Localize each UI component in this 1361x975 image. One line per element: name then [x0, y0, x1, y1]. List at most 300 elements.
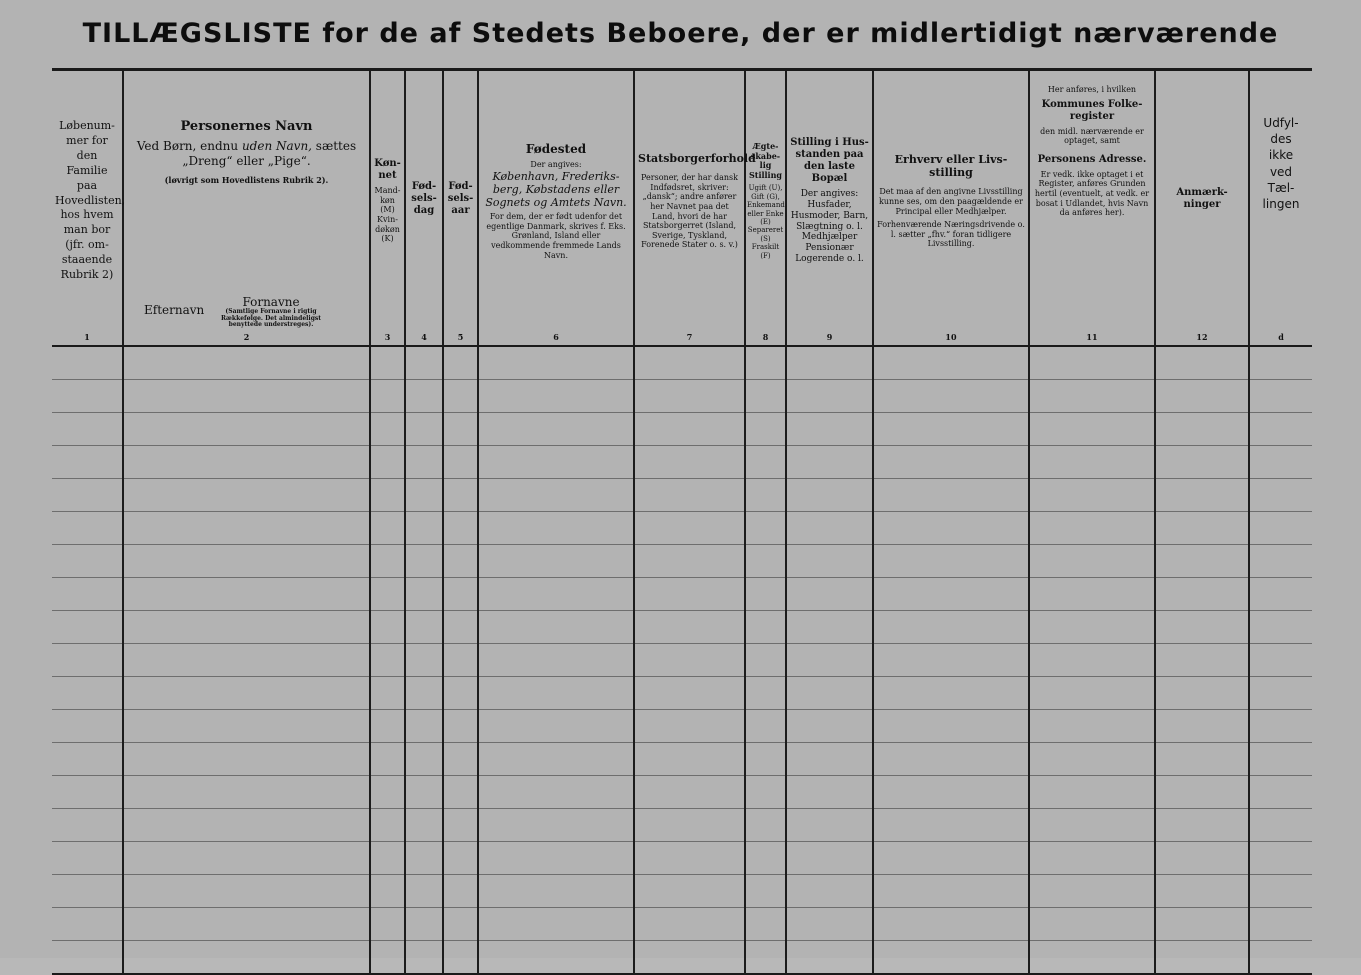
- form-entry-cell[interactable]: [1155, 479, 1249, 512]
- form-entry-cell[interactable]: [443, 710, 478, 743]
- col-d-line: Tæl-: [1267, 180, 1295, 195]
- form-entry-row: [52, 578, 1312, 611]
- form-entry-cell[interactable]: [873, 380, 1029, 413]
- form-entry-cell[interactable]: [1029, 908, 1155, 941]
- form-entry-cell[interactable]: [443, 677, 478, 710]
- form-entry-cell[interactable]: [873, 479, 1029, 512]
- form-entry-cell[interactable]: [370, 446, 405, 479]
- form-entry-cell[interactable]: [745, 776, 786, 809]
- form-entry-cell[interactable]: [478, 644, 634, 677]
- form-entry-cell[interactable]: [745, 346, 786, 380]
- form-entry-cell[interactable]: [52, 710, 123, 743]
- form-entry-cell[interactable]: [873, 776, 1029, 809]
- form-entry-cell[interactable]: [1029, 710, 1155, 743]
- form-entry-cell[interactable]: [1029, 743, 1155, 776]
- form-entry-cell[interactable]: [1029, 776, 1155, 809]
- form-entry-cell[interactable]: [873, 346, 1029, 380]
- header-row: [52, 70, 1312, 347]
- col2-heading: Personernes Navn: [180, 119, 313, 134]
- form-entry-cell[interactable]: [745, 908, 786, 941]
- col-header-9: [786, 70, 873, 347]
- form-entry-row: [52, 941, 1312, 975]
- form-entry-cell[interactable]: [443, 842, 478, 875]
- form-entry-cell[interactable]: [123, 380, 370, 413]
- col-d-line: ved: [1269, 164, 1293, 179]
- form-entry-cell[interactable]: [1155, 809, 1249, 842]
- form-entry-cell[interactable]: [634, 908, 745, 941]
- form-entry-cell[interactable]: [786, 380, 873, 413]
- form-entry-cell[interactable]: [1029, 842, 1155, 875]
- col-header-7: [634, 70, 756, 347]
- form-entry-cell[interactable]: [478, 908, 634, 941]
- form-entry-cell[interactable]: [786, 578, 873, 611]
- form-entry-cell[interactable]: [634, 611, 745, 644]
- col-d-line: des: [1270, 132, 1292, 147]
- col-number: d: [1278, 332, 1284, 343]
- form-entry-row: [52, 479, 1312, 512]
- form-entry-cell[interactable]: [634, 545, 745, 578]
- col11-heading: Kommunes Folke-register: [1041, 98, 1143, 122]
- form-entry-cell[interactable]: [405, 611, 443, 644]
- form-entry-cell[interactable]: [745, 644, 786, 677]
- form-entry-cell[interactable]: [52, 611, 123, 644]
- col10-small: Det maa af den angivne Livsstilling kunne ses, om den paagældende er Principal eller Medhjælper.: [879, 187, 1023, 216]
- form-entry-cell[interactable]: [370, 512, 405, 545]
- form-entry-cell[interactable]: [123, 545, 370, 578]
- form-entry-cell[interactable]: [52, 908, 123, 941]
- form-entry-cell[interactable]: [405, 908, 443, 941]
- col1-line: (jfr. om-: [65, 238, 109, 252]
- form-entry-cell[interactable]: [786, 809, 873, 842]
- form-entry-cell[interactable]: [745, 743, 786, 776]
- form-entry-cell[interactable]: [123, 842, 370, 875]
- col3-line: døkøn: [375, 224, 400, 234]
- form-entry-cell[interactable]: [873, 710, 1029, 743]
- form-entry-cell[interactable]: [443, 578, 478, 611]
- form-entry-cell[interactable]: [1249, 413, 1312, 446]
- form-entry-cell[interactable]: [443, 875, 478, 908]
- col3-line: (M): [380, 205, 395, 215]
- form-entry-cell[interactable]: [1155, 941, 1249, 975]
- form-entry-cell[interactable]: [1029, 677, 1155, 710]
- form-entry-cell[interactable]: [52, 380, 123, 413]
- col3-line: Mand-: [374, 186, 401, 196]
- form-entry-cell[interactable]: [745, 710, 786, 743]
- form-entry-cell[interactable]: [52, 644, 123, 677]
- form-entry-cell[interactable]: [1029, 644, 1155, 677]
- form-entry-cell[interactable]: [52, 677, 123, 710]
- form-entry-cell[interactable]: [52, 809, 123, 842]
- form-entry-row: [52, 545, 1312, 578]
- col3-line: (K): [381, 234, 394, 244]
- form-entry-cell[interactable]: [1249, 380, 1312, 413]
- form-entry-cell[interactable]: [786, 346, 873, 380]
- col11-small2: Er vedk. ikke optaget i et Register, anføres Grunden hertil (eventuelt, at vedk. er bosat i Udlandet, hvis Navn da anføres her).: [1034, 169, 1150, 218]
- form-entry-cell[interactable]: [123, 479, 370, 512]
- form-entry-cell[interactable]: [370, 479, 405, 512]
- form-entry-cell[interactable]: [52, 479, 123, 512]
- form-entry-cell[interactable]: [370, 809, 405, 842]
- form-entry-cell[interactable]: [1249, 908, 1312, 941]
- form-entry-cell[interactable]: [370, 941, 405, 975]
- form-entry-cell[interactable]: [370, 380, 405, 413]
- form-entry-cell[interactable]: [1249, 446, 1312, 479]
- forename-label: [211, 295, 331, 328]
- col4-heading: Fød-sels-dag: [411, 181, 437, 216]
- form-entry-cell[interactable]: [1249, 512, 1312, 545]
- form-entry-cell[interactable]: [873, 677, 1029, 710]
- form-entry-cell[interactable]: [1249, 776, 1312, 809]
- form-entry-cell[interactable]: [1249, 743, 1312, 776]
- col1-line: man bor: [63, 223, 111, 237]
- col1-line: Familie paa: [66, 163, 108, 192]
- form-entry-cell[interactable]: [1249, 644, 1312, 677]
- form-entry-cell[interactable]: [370, 710, 405, 743]
- form-entry-cell[interactable]: [123, 346, 370, 380]
- form-entry-cell[interactable]: [443, 346, 478, 380]
- form-entry-cell[interactable]: [52, 446, 123, 479]
- form-entry-cell[interactable]: [478, 446, 634, 479]
- form-entry-cell[interactable]: [370, 842, 405, 875]
- col-d-line: lingen: [1262, 196, 1300, 211]
- form-entry-cell[interactable]: [370, 413, 405, 446]
- form-entry-cell[interactable]: [1029, 380, 1155, 413]
- col6-italic-line: København, Frederiks-: [492, 169, 620, 183]
- form-entry-cell[interactable]: [123, 809, 370, 842]
- form-entry-cell[interactable]: [786, 941, 873, 975]
- col-number: 11: [1086, 332, 1098, 343]
- form-entry-cell[interactable]: [443, 380, 478, 413]
- col2-line1-pre: Ved Børn, endnu: [136, 138, 242, 153]
- form-entry-cell[interactable]: [873, 809, 1029, 842]
- form-entry-cell[interactable]: [873, 413, 1029, 446]
- form-entry-cell[interactable]: [745, 380, 786, 413]
- form-entry-cell[interactable]: [443, 446, 478, 479]
- form-entry-cell[interactable]: [478, 545, 634, 578]
- form-entry-cell[interactable]: [405, 809, 443, 842]
- form-entry-cell[interactable]: [745, 479, 786, 512]
- form-entry-cell[interactable]: [634, 776, 745, 809]
- form-entry-cell[interactable]: [1029, 578, 1155, 611]
- form-entry-cell[interactable]: [873, 446, 1029, 479]
- form-entry-cell[interactable]: [634, 809, 745, 842]
- form-entry-cell[interactable]: [873, 875, 1029, 908]
- form-entry-cell[interactable]: [405, 941, 443, 975]
- form-entry-cell[interactable]: [1249, 578, 1312, 611]
- form-entry-cell[interactable]: [634, 644, 745, 677]
- form-entry-cell[interactable]: [478, 809, 634, 842]
- form-entry-cell[interactable]: [786, 413, 873, 446]
- form-entry-cell[interactable]: [370, 611, 405, 644]
- form-entry-cell[interactable]: [1249, 809, 1312, 842]
- col-header-10: [873, 70, 1029, 347]
- form-entry-row: [52, 743, 1312, 776]
- form-entry-cell[interactable]: [52, 743, 123, 776]
- form-entry-cell[interactable]: [1155, 710, 1249, 743]
- form-entry-cell[interactable]: [405, 644, 443, 677]
- form-entry-cell[interactable]: [634, 875, 745, 908]
- form-entry-cell[interactable]: [370, 875, 405, 908]
- form-entry-cell[interactable]: [1029, 941, 1155, 975]
- form-entry-cell[interactable]: [478, 710, 634, 743]
- form-entry-cell[interactable]: [634, 710, 745, 743]
- form-entry-cell[interactable]: [52, 875, 123, 908]
- form-entry-cell[interactable]: [634, 743, 745, 776]
- form-entry-cell[interactable]: [1029, 346, 1155, 380]
- form-entry-cell[interactable]: [1155, 346, 1249, 380]
- form-entry-cell[interactable]: [786, 446, 873, 479]
- form-entry-cell[interactable]: [1155, 446, 1249, 479]
- form-entry-cell[interactable]: [873, 743, 1029, 776]
- form-entry-cell[interactable]: [443, 941, 478, 975]
- form-entry-cell[interactable]: [634, 512, 745, 545]
- form-entry-cell[interactable]: [634, 380, 745, 413]
- form-entry-cell[interactable]: [370, 644, 405, 677]
- form-entry-cell[interactable]: [123, 710, 370, 743]
- form-entry-cell[interactable]: [1155, 776, 1249, 809]
- form-entry-cell[interactable]: [1249, 677, 1312, 710]
- form-entry-cell[interactable]: [443, 611, 478, 644]
- form-entry-cell[interactable]: [634, 446, 745, 479]
- form-entry-cell[interactable]: [52, 842, 123, 875]
- form-entry-cell[interactable]: [873, 611, 1029, 644]
- form-entry-cell[interactable]: [873, 941, 1029, 975]
- col-header-11: [1029, 70, 1155, 347]
- col7-small: Personer, der har dansk Indfødsret, skriver: „dansk“; andre anfører her Navnet paa det Land, hvori de har Statsborgerret (Island, Sverige, Tyskland, Forenede Stater o. s. v.): [641, 173, 738, 250]
- form-entry-cell[interactable]: [1155, 611, 1249, 644]
- form-entry-cell[interactable]: [370, 677, 405, 710]
- form-entry-cell[interactable]: [873, 578, 1029, 611]
- form-entry-cell[interactable]: [370, 578, 405, 611]
- form-entry-cell[interactable]: [1249, 875, 1312, 908]
- col-header-6: [478, 70, 634, 347]
- form-entry-cell[interactable]: [634, 578, 745, 611]
- form-entry-cell[interactable]: [745, 875, 786, 908]
- form-entry-cell[interactable]: [478, 677, 634, 710]
- col5-heading: Fød-sels-aar: [447, 181, 474, 216]
- form-entry-cell[interactable]: [1249, 346, 1312, 380]
- form-entry-cell[interactable]: [123, 512, 370, 545]
- surname-label: Efternavn: [144, 303, 205, 317]
- form-entry-cell[interactable]: [443, 809, 478, 842]
- form-entry-row: [52, 875, 1312, 908]
- form-entry-cell[interactable]: [634, 413, 745, 446]
- form-entry-cell[interactable]: [745, 611, 786, 644]
- form-entry-cell[interactable]: [478, 941, 634, 975]
- form-entry-cell[interactable]: [1029, 809, 1155, 842]
- form-entry-cell[interactable]: [786, 908, 873, 941]
- form-entry-cell[interactable]: [786, 611, 873, 644]
- form-entry-cell[interactable]: [786, 644, 873, 677]
- col10-small2: Forhenværende Næringsdrivende o. l. sætter „fhv.“ foran tidligere Livsstilling.: [877, 220, 1025, 249]
- form-entry-cell[interactable]: [1029, 875, 1155, 908]
- col8-small: Ugift (U), Gift (G), Enkemand eller Enke (E) Separeret (S) Fraskilt (F): [747, 184, 785, 260]
- form-entry-cell[interactable]: [1155, 578, 1249, 611]
- form-entry-cell[interactable]: [370, 776, 405, 809]
- form-entry-cell[interactable]: [873, 545, 1029, 578]
- form-entry-cell[interactable]: [1155, 413, 1249, 446]
- form-entry-cell[interactable]: [745, 413, 786, 446]
- form-entry-cell[interactable]: [443, 545, 478, 578]
- entry-rows: [52, 346, 1312, 974]
- form-entry-cell[interactable]: [1029, 512, 1155, 545]
- form-entry-cell[interactable]: [745, 941, 786, 975]
- form-entry-cell[interactable]: [1155, 842, 1249, 875]
- form-entry-cell[interactable]: [405, 743, 443, 776]
- col-number: 9: [826, 332, 833, 343]
- form-entry-cell[interactable]: [123, 446, 370, 479]
- form-entry-cell[interactable]: [1029, 413, 1155, 446]
- form-entry-cell[interactable]: [786, 545, 873, 578]
- form-entry-cell[interactable]: [123, 611, 370, 644]
- form-entry-cell[interactable]: [443, 776, 478, 809]
- forename-text: Fornavne: [242, 295, 300, 309]
- form-entry-cell[interactable]: [405, 776, 443, 809]
- form-entry-cell[interactable]: [1029, 545, 1155, 578]
- form-entry-cell[interactable]: [786, 842, 873, 875]
- form-entry-cell[interactable]: [1155, 743, 1249, 776]
- form-entry-cell[interactable]: [1249, 611, 1312, 644]
- form-entry-cell[interactable]: [405, 875, 443, 908]
- form-entry-cell[interactable]: [52, 545, 123, 578]
- form-entry-cell[interactable]: [1249, 545, 1312, 578]
- form-entry-cell[interactable]: [478, 875, 634, 908]
- form-entry-cell[interactable]: [370, 545, 405, 578]
- form-entry-cell[interactable]: [786, 776, 873, 809]
- form-entry-cell[interactable]: [123, 578, 370, 611]
- form-entry-row: [52, 842, 1312, 875]
- form-entry-cell[interactable]: [370, 346, 405, 380]
- form-entry-cell[interactable]: [1029, 446, 1155, 479]
- form-entry-cell[interactable]: [123, 644, 370, 677]
- form-entry-cell[interactable]: [1155, 512, 1249, 545]
- form-entry-cell[interactable]: [405, 479, 443, 512]
- form-entry-cell[interactable]: [52, 941, 123, 975]
- col-header-12: [1155, 70, 1249, 347]
- form-entry-cell[interactable]: [1249, 941, 1312, 975]
- form-entry-cell[interactable]: [52, 413, 123, 446]
- form-entry-cell[interactable]: [52, 776, 123, 809]
- form-entry-cell[interactable]: [634, 941, 745, 975]
- form-entry-cell[interactable]: [873, 512, 1029, 545]
- form-entry-cell[interactable]: [478, 776, 634, 809]
- form-entry-cell[interactable]: [443, 512, 478, 545]
- form-entry-cell[interactable]: [405, 446, 443, 479]
- col-number: 12: [1196, 332, 1208, 343]
- form-entry-cell[interactable]: [123, 941, 370, 975]
- col-number: 6: [553, 332, 559, 343]
- form-entry-cell[interactable]: [405, 842, 443, 875]
- col-d-line: Udfyl-: [1263, 116, 1299, 130]
- form-entry-cell[interactable]: [478, 842, 634, 875]
- form-entry-cell[interactable]: [52, 578, 123, 611]
- form-entry-cell[interactable]: [405, 380, 443, 413]
- col2-line1-italic: uden Navn,: [241, 138, 312, 153]
- form-entry-cell[interactable]: [478, 413, 634, 446]
- form-entry-cell[interactable]: [745, 512, 786, 545]
- form-entry-cell[interactable]: [634, 677, 745, 710]
- col-header-8: [745, 70, 786, 347]
- form-entry-cell[interactable]: [405, 346, 443, 380]
- form-entry-cell[interactable]: [478, 743, 634, 776]
- form-entry-cell[interactable]: [443, 743, 478, 776]
- form-entry-cell[interactable]: [745, 446, 786, 479]
- col-d-text: [1253, 115, 1309, 212]
- form-entry-cell[interactable]: [123, 677, 370, 710]
- form-entry-cell[interactable]: [634, 842, 745, 875]
- form-entry-cell[interactable]: [786, 479, 873, 512]
- form-entry-cell[interactable]: [370, 743, 405, 776]
- form-entry-cell[interactable]: [478, 479, 634, 512]
- col2-note: (løvrigt som Hovedlistens Rubrik 2).: [164, 174, 329, 185]
- form-entry-cell[interactable]: [745, 677, 786, 710]
- form-entry-cell[interactable]: [1029, 479, 1155, 512]
- form-entry-cell[interactable]: [1155, 875, 1249, 908]
- form-entry-cell[interactable]: [634, 479, 745, 512]
- form-entry-cell[interactable]: [123, 875, 370, 908]
- form-entry-cell[interactable]: [123, 908, 370, 941]
- form-entry-cell[interactable]: [478, 346, 634, 380]
- form-entry-cell[interactable]: [405, 578, 443, 611]
- form-entry-cell[interactable]: [478, 578, 634, 611]
- form-entry-cell[interactable]: [745, 578, 786, 611]
- form-entry-cell[interactable]: [786, 710, 873, 743]
- form-entry-cell[interactable]: [745, 809, 786, 842]
- form-entry-cell[interactable]: [873, 842, 1029, 875]
- form-entry-cell[interactable]: [786, 677, 873, 710]
- form-entry-cell[interactable]: [443, 413, 478, 446]
- form-entry-cell[interactable]: [786, 875, 873, 908]
- form-entry-cell[interactable]: [1155, 677, 1249, 710]
- form-entry-cell[interactable]: [370, 908, 405, 941]
- form-entry-cell[interactable]: [123, 743, 370, 776]
- form-entry-cell[interactable]: [405, 512, 443, 545]
- form-entry-cell[interactable]: [123, 776, 370, 809]
- form-entry-cell[interactable]: [1029, 611, 1155, 644]
- form-entry-cell[interactable]: [123, 413, 370, 446]
- form-entry-cell[interactable]: [443, 908, 478, 941]
- form-entry-cell[interactable]: [478, 512, 634, 545]
- form-entry-cell[interactable]: [745, 842, 786, 875]
- form-entry-cell[interactable]: [1155, 644, 1249, 677]
- form-entry-cell[interactable]: [405, 545, 443, 578]
- col6-small: For dem, der er født udenfor det egentlige Danmark, skrives f. Eks. Grønland, Island eller vedkommende fremmede Lands Navn.: [486, 212, 626, 260]
- form-entry-cell[interactable]: [1155, 380, 1249, 413]
- form-entry-cell[interactable]: [1249, 842, 1312, 875]
- form-entry-cell[interactable]: [443, 644, 478, 677]
- form-entry-cell[interactable]: [786, 743, 873, 776]
- form-entry-cell[interactable]: [443, 479, 478, 512]
- form-entry-cell[interactable]: [1155, 545, 1249, 578]
- form-entry-cell[interactable]: [405, 413, 443, 446]
- form-entry-cell[interactable]: [1155, 908, 1249, 941]
- form-entry-cell[interactable]: [52, 346, 123, 380]
- name-subheaders: [132, 295, 361, 331]
- form-entry-cell[interactable]: [52, 512, 123, 545]
- form-entry-cell[interactable]: [873, 908, 1029, 941]
- form-entry-cell[interactable]: [1249, 479, 1312, 512]
- form-entry-cell[interactable]: [1249, 710, 1312, 743]
- form-entry-cell[interactable]: [405, 710, 443, 743]
- form-entry-cell[interactable]: [873, 644, 1029, 677]
- form-entry-cell[interactable]: [745, 545, 786, 578]
- form-entry-cell[interactable]: [634, 346, 745, 380]
- form-entry-cell[interactable]: [478, 611, 634, 644]
- form-entry-cell[interactable]: [405, 677, 443, 710]
- col6-heading: Fødested: [525, 141, 587, 156]
- form-entry-cell[interactable]: [786, 512, 873, 545]
- form-entry-cell[interactable]: [478, 380, 634, 413]
